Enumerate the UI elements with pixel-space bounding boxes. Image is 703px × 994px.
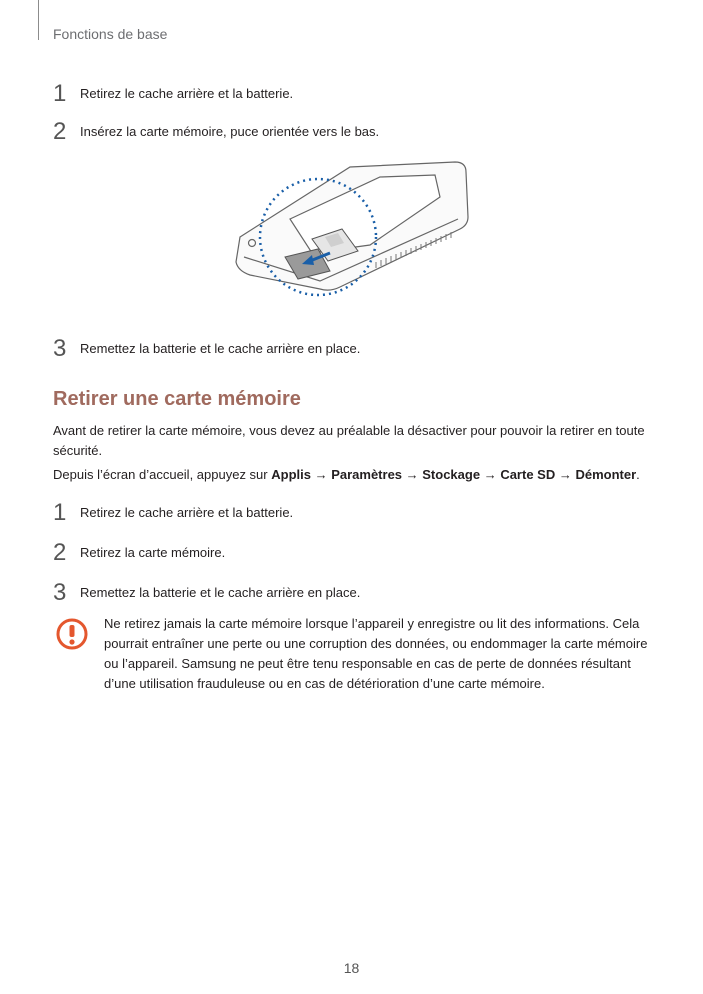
path-arrow: → bbox=[310, 467, 332, 482]
path-arrow: → bbox=[480, 467, 501, 482]
step-number: 3 bbox=[53, 579, 67, 606]
warning-icon bbox=[55, 617, 89, 651]
step-number: 3 bbox=[53, 335, 67, 362]
step-text: Retirez la carte mémoire. bbox=[80, 545, 226, 560]
step-text: Retirez le cache arrière et la batterie. bbox=[80, 505, 294, 520]
step-text: Retirez le cache arrière et la batterie. bbox=[80, 86, 294, 101]
path-prefix: Depuis l’écran d’accueil, appuyez sur bbox=[53, 467, 272, 482]
step-number: 2 bbox=[53, 539, 67, 566]
warning-text: Ne retirez jamais la carte mémoire lorsque l’appareil y enregistre ou lit des informations. Cela pourrait entraîner une perte ou une corruption des données, ou endommager la carte mémoire ou l’appareil. Samsung ne peut être tenu responsable en cas de perte de données résultant d’une utilisation frauduleuse ou en cas de détérioration d’une carte mémoire. bbox=[104, 616, 648, 691]
section-heading: Retirer une carte mémoire bbox=[53, 388, 301, 410]
path-suffix: . bbox=[636, 467, 640, 482]
path-applis: Applis bbox=[271, 467, 311, 482]
settings-path-paragraph bbox=[53, 465, 653, 485]
path-arrow: → bbox=[555, 467, 576, 482]
step-number: 2 bbox=[53, 118, 67, 145]
page-number: 18 bbox=[343, 960, 360, 976]
path-carte-sd: Carte SD bbox=[500, 467, 556, 482]
path-demonter: Démonter bbox=[575, 467, 637, 482]
intro-paragraph: Avant de retirer la carte mémoire, vous devez au préalable la désactiver pour pouvoir la retirer en toute sécurité. bbox=[53, 423, 645, 458]
step-number: 1 bbox=[53, 499, 67, 526]
step-number: 1 bbox=[53, 80, 67, 107]
step-text: Insérez la carte mémoire, puce orientée vers le bas. bbox=[80, 124, 380, 139]
margin-rule bbox=[38, 0, 39, 40]
path-parametres: Paramètres bbox=[331, 467, 403, 482]
memory-card-insertion-illustration bbox=[230, 157, 475, 307]
step-text: Remettez la batterie et le cache arrière en place. bbox=[80, 341, 361, 356]
section-header: Fonctions de base bbox=[53, 26, 168, 42]
step-text: Remettez la batterie et le cache arrière en place. bbox=[80, 585, 361, 600]
path-stockage: Stockage bbox=[422, 467, 481, 482]
path-arrow: → bbox=[402, 467, 423, 482]
